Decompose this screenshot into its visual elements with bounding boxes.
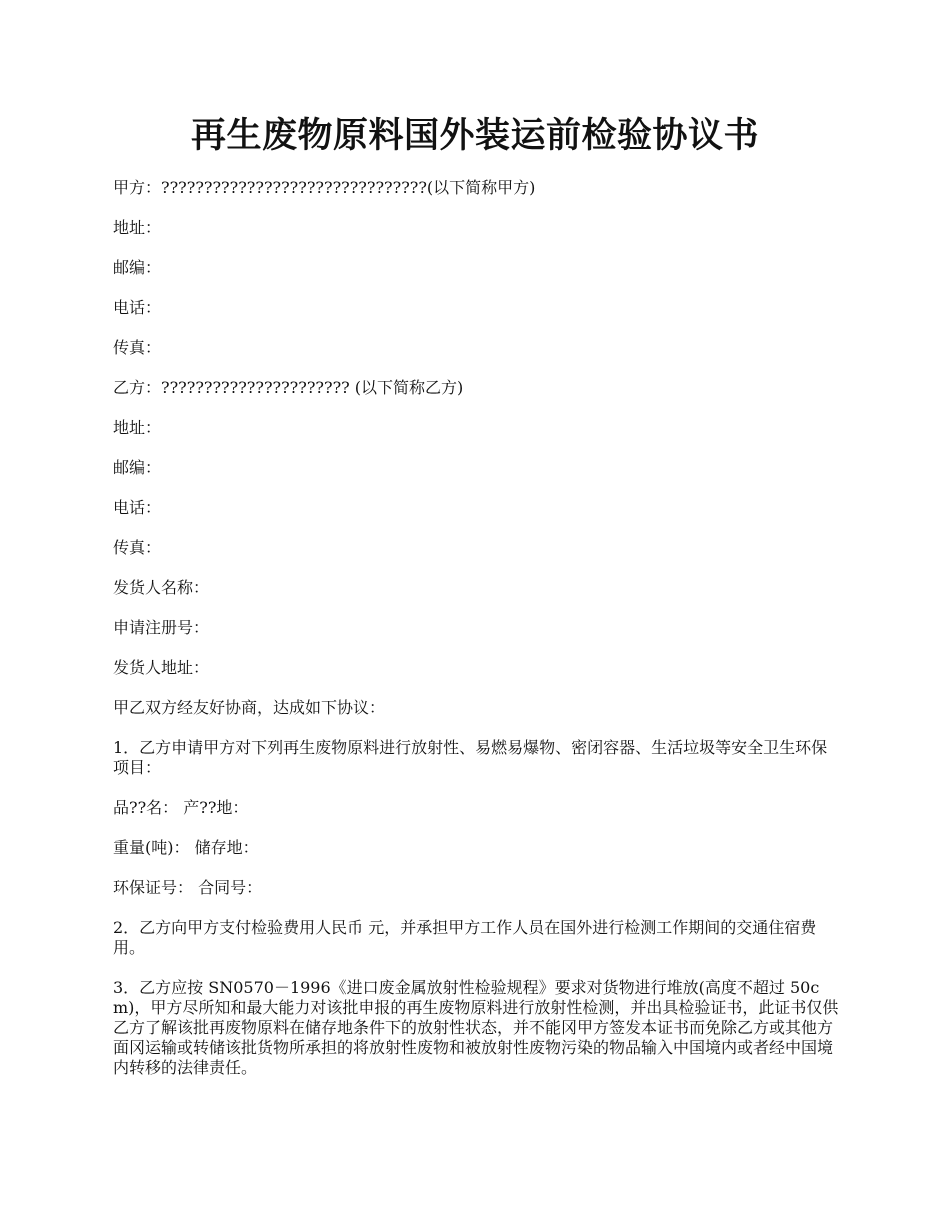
party-a-phone: 电话： (113, 298, 162, 317)
party-b-address: 地址： (113, 418, 162, 437)
item-permit-contract: 环保证号： 合同号： (113, 878, 263, 897)
party-a-postcode: 邮编： (113, 258, 162, 277)
party-b-fax: 传真： (113, 538, 162, 557)
party-a-line: 甲方：???????????????????????????????(以下简称甲方) (113, 178, 536, 197)
party-b-postcode: 邮编： (113, 458, 162, 477)
clause-3: 3．乙方应按 SN0570－1996《进口废金属放射性检验规程》要求对货物进行堆放(高度不超过 50cm)，甲方尽所知和最大能力对该批申报的再生废物原料进行放射性检测，并出具检验证书，此证书仅供乙方了解该批再废物原料在储存地条件下的放射性状态，并不能冈甲方签发本证书而免除乙方或其他方面冈运输或转储该批货物所承担的将放射性废物和被放射性废物污染的物品输入中国境内或者经中国境内转移的法律责任。 (113, 978, 839, 1077)
party-b-line: 乙方：?????????????????????? (以下简称乙方) (113, 378, 464, 397)
party-b-phone: 电话： (113, 498, 162, 517)
document-body (113, 178, 841, 1098)
party-a-address: 地址： (113, 218, 162, 237)
document-title: 再生废物原料国外装运前检验协议书 (190, 115, 759, 156)
item-product-origin: 品??名： 产??地： (113, 798, 249, 817)
shipper-registration: 申请注册号： (113, 618, 210, 637)
item-weight-storage: 重量(吨)： 储存地： (113, 838, 259, 857)
party-a-fax: 传真： (113, 338, 162, 357)
clause-1: 1．乙方申请甲方对下列再生废物原料进行放射性、易燃易爆物、密闭容器、生活垃圾等安全卫生环保项目： (113, 738, 828, 777)
shipper-address: 发货人地址： (113, 658, 210, 677)
agreement-intro: 甲乙双方经友好协商，达成如下协议： (113, 698, 386, 717)
shipper-name: 发货人名称： (113, 578, 210, 597)
clause-2: 2．乙方向甲方支付检验费用人民币 元，并承担甲方工作人员在国外进行检测工作期间的交通住宿费用。 (113, 918, 817, 957)
